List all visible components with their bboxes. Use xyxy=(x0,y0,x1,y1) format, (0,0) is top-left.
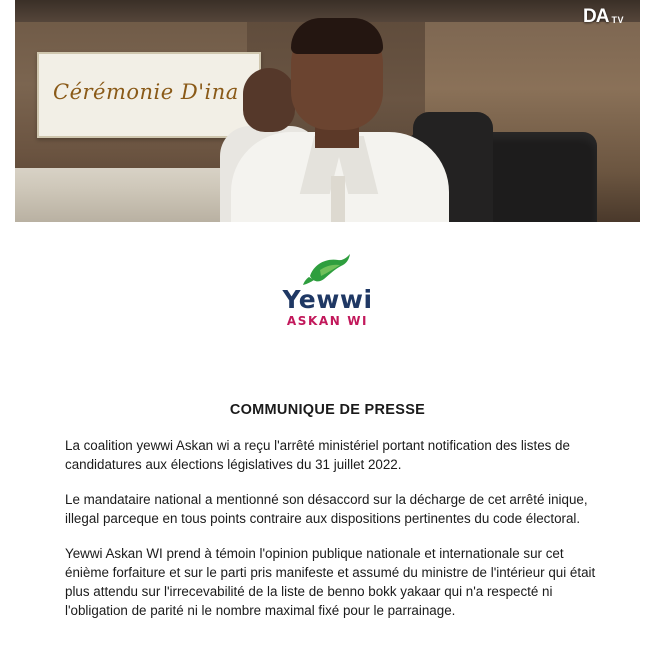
ceremony-banner-text: Cérémonie D'ina xyxy=(53,80,239,104)
press-release-document xyxy=(15,222,640,655)
page-title: COMMUNIQUE DE PRESSE xyxy=(229,402,426,418)
coalition-logo-name: Yewwi xyxy=(282,285,373,314)
channel-logo-suffix: TV xyxy=(611,15,624,25)
background-person-head xyxy=(243,68,295,132)
document-body xyxy=(65,436,602,620)
paragraph: Le mandataire national a mentionné son désaccord sur la décharge de cet arrêté inique, illegal parceque en tous points contraire aux dispositions pertinentes du code électoral. xyxy=(65,492,588,527)
coalition-logo xyxy=(15,252,640,327)
paragraph: Yewwi Askan WI prend à témoin l'opinion publique nationale et internationale sur cet énième forfaiture et sur le parti pris manifeste et assumé du ministre de l'intérieur qui était plus attendu sur l'irrecevabilité de la liste de benno bokk yakaar qui n'a respecté ni l'obligation de parité ni le nombre maximal fixé pour le parrainage. xyxy=(65,546,596,619)
video-frame[interactable] xyxy=(15,0,640,222)
ceremony-banner xyxy=(37,52,261,138)
channel-logo xyxy=(583,6,624,28)
channel-logo-mark: DA xyxy=(583,6,609,27)
dove-icon xyxy=(300,252,356,286)
coalition-logo-subtitle: ASKAN WI xyxy=(286,314,369,328)
paragraph: La coalition yewwi Askan wi a reçu l'arrêté ministériel portant notification des listes de candidatures aux élections législatives du 31 juillet 2022. xyxy=(65,438,570,473)
speaker-shirt-placket xyxy=(331,176,345,222)
speaker-hair xyxy=(291,18,383,54)
